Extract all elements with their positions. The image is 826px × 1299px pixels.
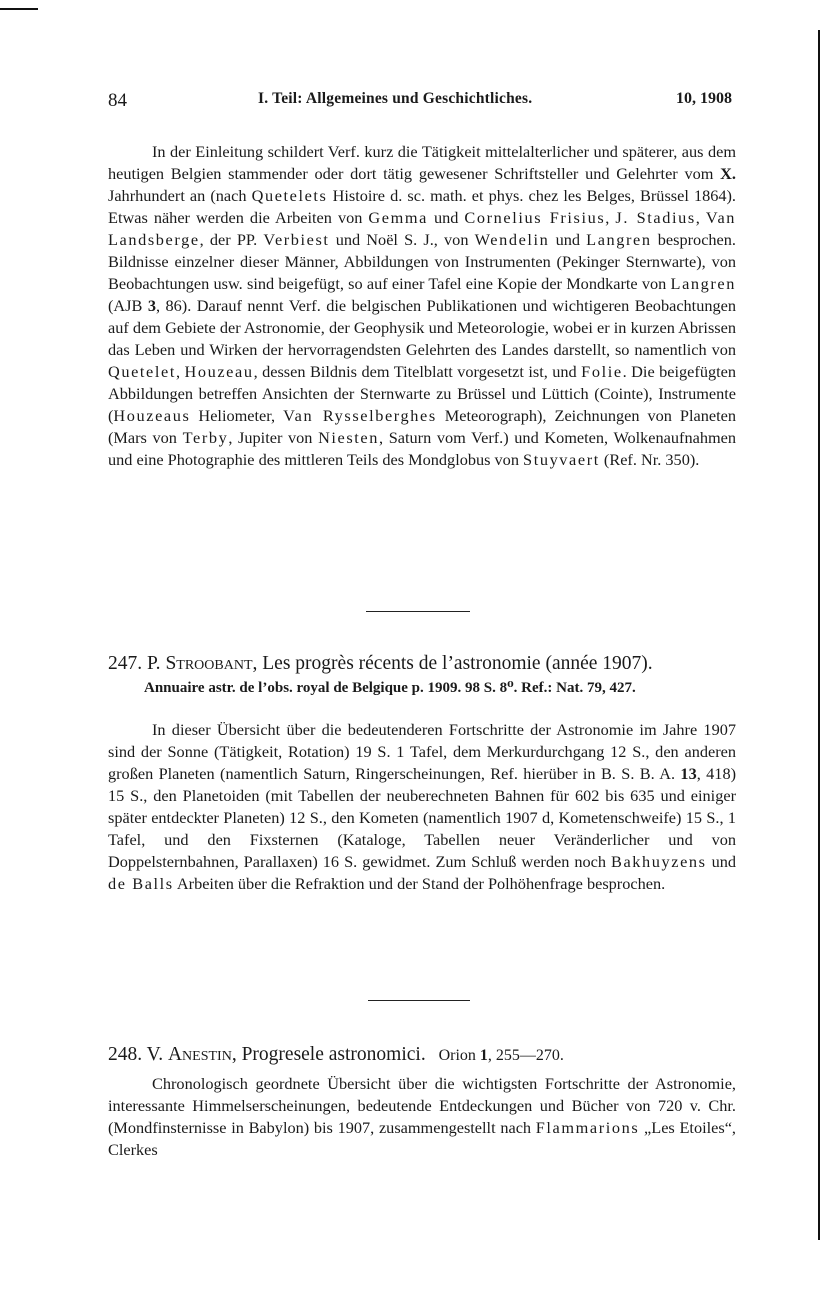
entry-author: Anestin xyxy=(167,1044,232,1065)
entry-248-body: Chronologisch geordnete Übersicht über die wichtigsten Fortschritte der Astronomie, interessante Himmelserscheinungen, bedeutende Entdeckungen und Bücher von 720 v. Chr. (Mondfinsternisse in Babylon) bis 1907, zusammengestellt nach Flammarions „Les Etoiles“, Clerkes xyxy=(108,1074,736,1159)
section-divider xyxy=(366,611,470,612)
entry-number: 247. P. xyxy=(108,653,166,674)
entry-247-heading xyxy=(108,652,748,676)
intro-paragraph: In der Einleitung schildert Verf. kurz die Tätigkeit mittelalterlicher und späterer, aus dem heutigen Belgien stammender oder dort tätig gewesener Schriftsteller und Gelehrter vom X. Jahrhundert an (nach Quetelets Histoire d. sc. math. et phys. chez les Belges, Brüssel 1864). Etwas näher werden die Arbeiten von Gemma und Cornelius Frisius, J. Stadius, Van Landsberge, der PP. Verbiest und Noël S. J., von Wendelin und Langren besprochen. Bildnisse einzelner dieser Männer, Abbildungen von Instrumenten (Pekinger Sternwarte), von Beobachtungen usw. sind beigefügt, so auf einer Tafel eine Kopie der Mondkarte von Langren (AJB 3, 86). Darauf nennt Verf. die belgischen Publikationen und wichtigeren Beobachtungen auf dem Gebiete der Astronomie, der Geophysik und Meteorologie, wobei er in kurzen Abrissen das Leben und Wirken der hervorragendsten Gelehrten des Landes darstellt, so namentlich von Quetelet, Houzeau, dessen Bildnis dem Titelblatt vorgesetzt ist, und Folie. Die beigefügten Abbildungen betreffen Ansichten der Sternwarte zu Brüssel und Lüttich (Cointe), Instrumente (Houzeaus Heliometer, Van Rysselberghes Meteorograph), Zeichnungen von Planeten (Mars von Terby, Jupiter von Niesten, Saturn vom Verf.) und Kometen, Wolkenaufnahmen und eine Photographie des mittleren Teils des Mondglobus von Stuyvaert (Ref. Nr. 350). xyxy=(108,142,737,469)
entry-number: 248. V. xyxy=(108,1044,168,1065)
section-divider xyxy=(368,1000,470,1001)
entry-title: , Progresele astronomici. xyxy=(231,1044,426,1065)
top-left-scan-edge xyxy=(0,8,38,10)
entry-247-body: In dieser Übersicht über die bedeutenderen Fortschritte der Astronomie im Jahre 1907 sind der Sonne (Tätigkeit, Rotation) 19 S. 1 Tafel, dem Merkurdurchgang 12 S., den anderen großen Planeten (namentlich Saturn, Ringerscheinungen, Ref. hierüber in B. S. B. A. 13, 418) 15 S., den Planetoiden (mit Tabellen der neuberechneten Bahnen für 602 bis 635 und einiger später entdeckter Planeten) 12 S., den Kometen (namentlich 1907 d, Kometenschweife) 15 S., 1 Tafel, und den Fixsternen (Kataloge, Tabellen neuer Veränderlicher und von Doppelsternbahnen, Parallaxen) 16 S. gewidmet. Zum Schluß werden noch Bakhuyzens und de Balls Arbeiten über die Refraktion und der Stand der Polhöhenfrage besprochen. xyxy=(108,720,737,893)
page-header xyxy=(108,90,736,116)
right-scan-edge xyxy=(818,30,820,1240)
entry-title: , Les progrès récents de l’astronomie (année 1907). xyxy=(252,653,653,674)
volume-reference: 10, 1908 xyxy=(676,90,732,107)
entry-247-source: Annuaire astr. de l’obs. royal de Belgique p. 1909. 98 S. 8⁰. Ref.: Nat. 79, 427. xyxy=(144,680,636,696)
entry-author: Stroobant xyxy=(165,653,253,674)
running-title: I. Teil: Allgemeines und Geschichtliches. xyxy=(258,90,533,107)
entry-248-heading xyxy=(108,1043,748,1068)
entry-source: Orion 1, 255—270. xyxy=(438,1047,564,1064)
page-number: 84 xyxy=(108,90,127,111)
